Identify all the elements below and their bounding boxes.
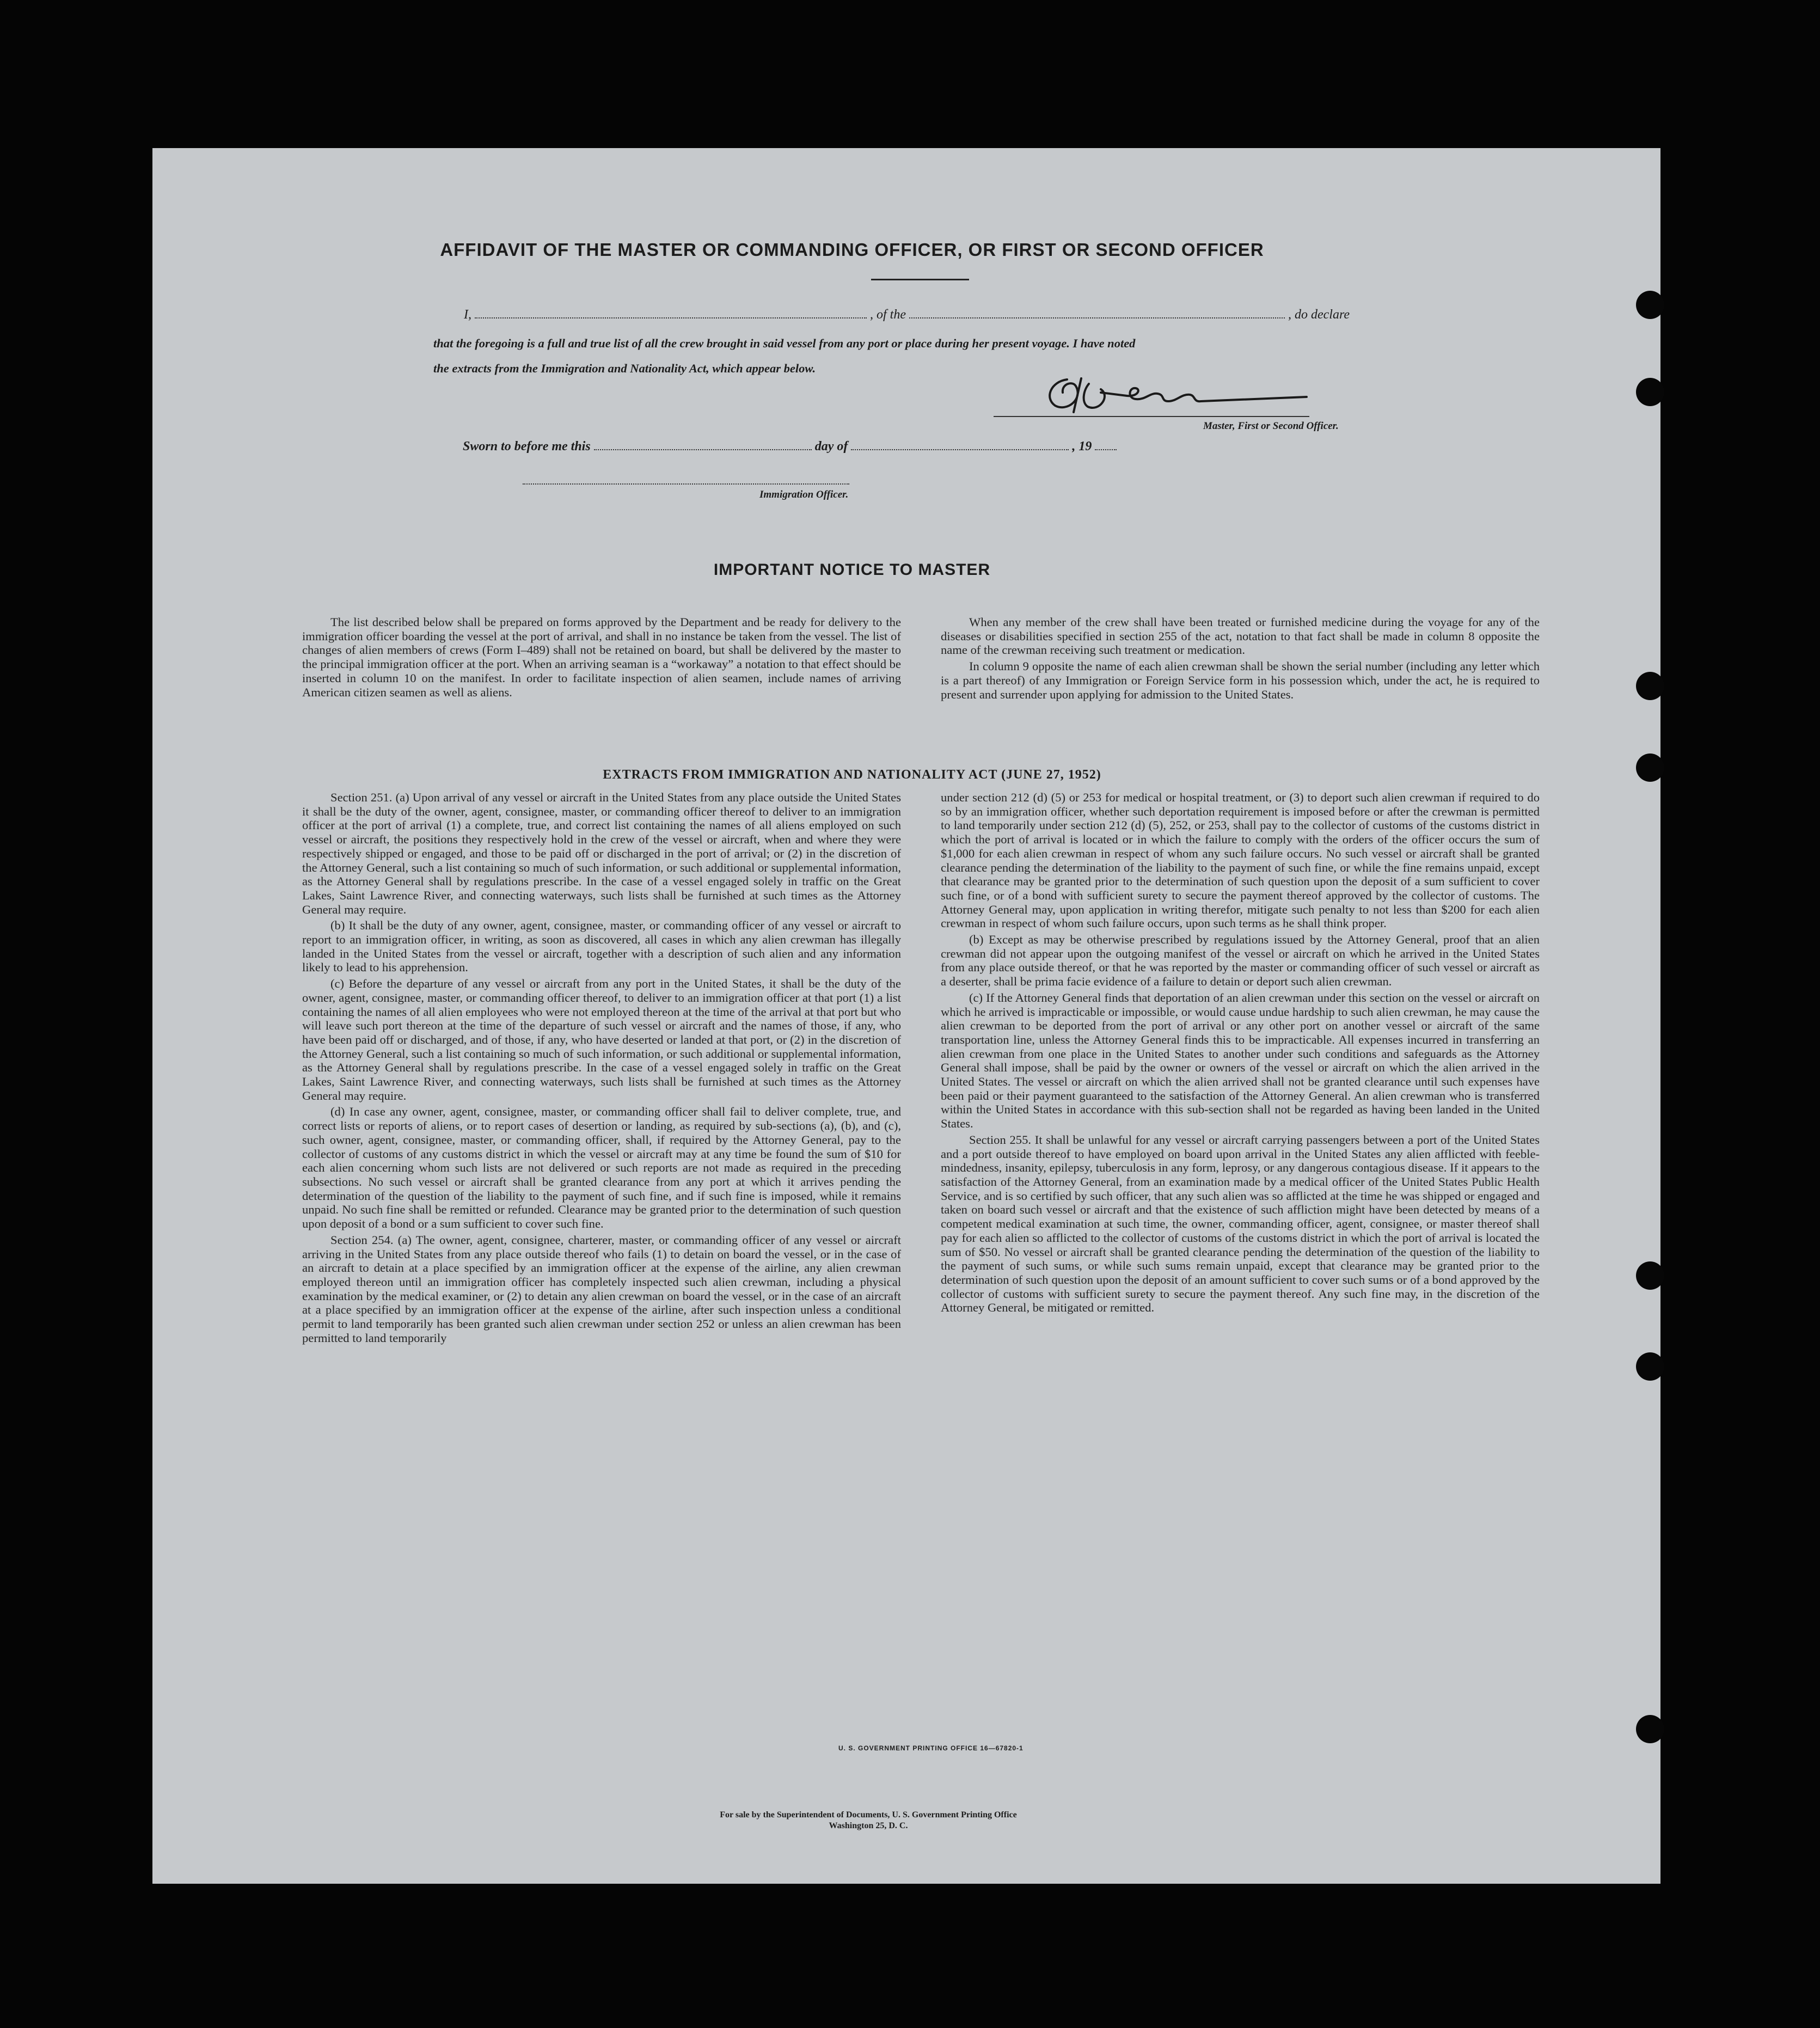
extracts-title: EXTRACTS FROM IMMIGRATION AND NATIONALITY ACT (JUNE 27, 1952) (603, 768, 1101, 782)
section-254-a: Section 254. (a) The owner, agent, consignee, charterer, master, or commanding officer of any vessel or aircraft arriving in the United States from any place outside thereof who fails (1) to detain on board the vessel, or in the case of an aircraft to detain at a place specified by an immigration officer at the expense of the airline, any alien crewman employed thereon until an immigration officer has completely inspected such alien crewman, including a physical examination by the medical examiner, or (2) to detain any alien crewman on board the vessel, or in the case of an aircraft at a place specified by an immigration officer at the expense of the airline, after such inspection unless a conditional permit to land temporarily has been granted such alien crewman under section 252 or unless an alien crewman has been permitted to land temporarily (302, 1233, 901, 1345)
immigration-officer-line (523, 483, 849, 486)
for-sale-line-2: Washington 25, D. C. (829, 1821, 908, 1830)
for-sale-notice (152, 1810, 1584, 1831)
section-255: Section 255. It shall be unlawful for any vessel or aircraft carrying passengers between a port of the United States and a port outside thereof to have employed on board upon arrival in the United States any alien afflicted with feeble-mindedness, insanity, epilepsy, tuberculosis in any form, leprosy, or any dangerous contagious disease. If it appears to the satisfaction of the Attorney General, from an examination made by a medical officer of the United States Public Health Service, and is so certified by such officer, that any such alien was so afflicted at the time he was shipped or engaged and taken on board such vessel or aircraft and that the existence of such affliction might have been detected by means of a competent medical examination at such time, the owner, commanding officer, agent, consignee, or master thereof shall pay for each alien so afflicted to the collector of customs of the customs district in which the port of arrival is located the sum of $50. No vessel or aircraft shall be granted clearance pending the determination of the question of the liability to the payment of such sums, or while such sums remain unpaid, except that clearance may be granted prior to the determination of such question upon the deposit of an amount sufficient to cover such sums or of a bond approved by the collector of customs with sufficient surety to secure the payment thereof. Any such fine may, in the discretion of the Attorney General, be mitigated or remitted. (941, 1132, 1540, 1315)
sworn-day-blank (594, 449, 812, 450)
document-page (152, 148, 1660, 1884)
signature-line (994, 416, 1309, 417)
affidavit-title: AFFIDAVIT OF THE MASTER OR COMMANDING OFFICER, OR FIRST OR SECOND OFFICER (440, 240, 1264, 260)
vessel-blank (909, 317, 1285, 318)
declaration-of-the: , of the (870, 308, 906, 322)
declaration-line (464, 308, 1350, 322)
extracts-left-column (302, 791, 901, 1347)
sworn-label: Sworn to before me this (463, 439, 591, 454)
title-rule (871, 279, 969, 280)
declaration-text-line-2: that the foregoing is a full and true list of all the crew brought in said vessel from any port or place during her present voyage. I have noted (433, 336, 1136, 350)
section-251-d: (d) In case any owner, agent, consignee, master, or commanding officer shall fail to deliver complete, true, and correct lists or reports of aliens, or to report cases of desertion or landing, as required by sub-sections (a), (b), and (c), such owner, agent, consignee, master, or commanding officer, shall, if required by the Attorney General, pay to the collector of customs of any customs district in which the vessel or aircraft may at any time be found the sum of $10 for each alien concerning whom such lists are not delivered or such reports are not made as required in the preceding subsections. No such vessel or aircraft shall be granted clearance from any port at which it arrives pending the determination of the question of the liability to the payment of such fine, and if such fine is imposed, while it remains unpaid. No such fine shall be remitted or refunded. Clearance may be granted prior to the determination of such question upon deposit of a bond or a sum sufficient to cover such fine. (302, 1105, 901, 1231)
declaration-text-line-3: the extracts from the Immigration and Nationality Act, which appear below. (433, 362, 816, 375)
section-251-c: (c) Before the departure of any vessel or aircraft from any port in the United States, it shall be the duty of the owner, agent, consignee, master, or commanding officer thereof, to deliver to an immigration officer at that port (1) a list containing the names of all alien employees who were not employed thereon at the time of the arrival at that port but who will leave such port thereon at the time of the departure of such vessel or aircraft and the names of those, if any, who have been paid off or discharged, and of those, if any, who have deserted or landed at that port, or (2) in the discretion of the Attorney General, such a list containing so much of such information, or such additional or supplemental information, as the Attorney General shall by regulations prescribe. In the case of a vessel engaged solely in traffic on the Great Lakes, Saint Lawrence River, and connecting waterways, such lists shall be furnished at such times as the Attorney General may require. (302, 977, 901, 1102)
section-254-b: (b) Except as may be otherwise prescribed by regulations issued by the Attorney General, proof that an alien crewman did not appear upon the outgoing manifest of the vessel or aircraft on which he arrived in the United States from any place outside thereof, or that he was reported by the master or commanding officer of such vessel or aircraft as a deserter, shall be prima facie evidence of a failure to detain or deport such alien crewman. (941, 933, 1540, 989)
sworn-line (463, 439, 1117, 454)
section-251-b: (b) It shall be the duty of any owner, agent, consignee, master, or commanding officer of any vessel or aircraft to report to an immigration officer, in writing, as soon as discovered, all cases in which any alien crewman has illegally landed in the United States from the vessel or aircraft, together with a description of such alien and any information likely to lead to his apprehension. (302, 918, 901, 975)
master-signature (1029, 374, 1312, 418)
binder-hole (1636, 1261, 1664, 1290)
section-254-c: (c) If the Attorney General finds that deportation of an alien crewman under this section on the vessel or aircraft on which he arrived is impracticable or impossible, or would cause undue hardship to such alien crewman, he may cause the alien crewman to be deported from the port of arrival or any other port on another vessel or aircraft of the same transportation line, unless the Attorney General finds this to be impracticable. All expenses incurred in transferring an alien crewman from one place in the United States to another under such conditions and safeguards as the Attorney General shall impose, shall be paid by the owner or owners of the vessel or aircraft on which the alien arrived in the United States. The vessel or aircraft on which the alien arrived shall not be granted clearance until such expenses have been paid or their payment guaranteed to the satisfaction of the Attorney General. An alien crewman who is transferred within the United States in accordance with this sub-section shall not be regarded as having been landed in the United States. (941, 990, 1540, 1131)
section-254-a-continued: under section 212 (d) (5) or 253 for medical or hospital treatment, or (3) to deport such alien crewman if required to do so by an immigration officer, whether such deportation requirement is imposed before or after the crewman is permitted to land temporarily under section 212 (d) (5), 252, or 253, shall pay to the collector of customs of the customs district in which the port of arrival is located or in which the failure to comply with the orders of the officer occurs the sum of $1,000 for each alien crewman in respect of whom any such failure occurs. No such vessel or aircraft shall be granted clearance pending the determination of the liability to the payment of such fine, or while the fine remains unpaid, except that clearance may be granted prior to the determination of such question upon the deposit of a sum sufficient to cover such fine, or of a bond with sufficient surety to secure the payment thereof approved by the collector of customs. The Attorney General may, upon application in writing therefor, mitigate such penalty to not less than $200 for each alien crewman in respect of whom such failure occurs, upon such terms as he shall think proper. (941, 791, 1540, 930)
binder-hole (1636, 1352, 1664, 1381)
day-of-label: day of (814, 439, 848, 454)
declaration-i: I, (464, 308, 471, 322)
master-caption: Master, First or Second Officer. (1203, 420, 1339, 432)
binder-hole (1636, 291, 1664, 319)
notice-paragraph: In column 9 opposite the name of each alien crewman shall be shown the serial number (including any letter which is a part thereof) of any Immigration or Foreign Service form in his possession which, under the act, he is required to present and surrender upon applying for admission to the United States. (941, 659, 1540, 701)
year-label: , 19 (1072, 439, 1092, 454)
binder-hole (1636, 1715, 1664, 1743)
binder-hole (1636, 753, 1664, 782)
notice-paragraph: When any member of the crew shall have been treated or furnished medicine during the voyage for any of the diseases or disabilities specified in section 255 of the act, notation to that fact shall be made in column 8 opposite the name of the crewman receiving such treatment or medication. (941, 615, 1540, 657)
name-blank (475, 317, 867, 318)
declaration-do-declare: , do declare (1288, 308, 1350, 322)
extracts-right-column (941, 791, 1540, 1317)
for-sale-line-1: For sale by the Superintendent of Documents, U. S. Government Printing Office (720, 1810, 1017, 1819)
year-blank (1095, 449, 1117, 450)
notice-left-column (302, 615, 901, 701)
notice-title: IMPORTANT NOTICE TO MASTER (713, 561, 991, 579)
binder-hole (1636, 672, 1664, 700)
notice-paragraph: The list described below shall be prepared on forms approved by the Department and be ready for delivery to the immigration officer boarding the vessel at the port of arrival, and shall in no instance be taken from the vessel. The list of changes of alien members of crews (Form I–489) shall not be retained on board, but shall be delivered by the master to the principal immigration officer at the port. When an arriving seaman is a “workaway” a notation to that effect should be inserted in column 10 on the manifest. In order to facilitate inspection of alien seamen, include names of arriving American citizen seamen as well as aliens. (302, 615, 901, 699)
notice-right-column (941, 615, 1540, 703)
binder-hole (1636, 378, 1664, 406)
printing-office-imprint: U. S. GOVERNMENT PRINTING OFFICE 16—67820-1 (838, 1744, 1024, 1752)
section-251-a: Section 251. (a) Upon arrival of any vessel or aircraft in the United States from any place outside the United States it shall be the duty of the owner, agent, consignee, master, or commanding officer thereof to deliver to an immigration officer at the port of arrival (1) a complete, true, and correct list containing the names of all aliens employed on such vessel or aircraft, the positions they respectively hold in the crew of the vessel or aircraft, when and where they were respectively shipped or engaged, and those to be paid off or discharged in the port of arrival; or (2) in the discretion of the Attorney General, such a list containing so much of such information, or such additional or supplemental information, as the Attorney General shall by regulations prescribe. In the case of a vessel engaged solely in traffic on the Great Lakes, Saint Lawrence River, and connecting waterways, such lists shall be furnished at such times as the Attorney General may require. (302, 791, 901, 916)
month-blank (851, 449, 1069, 450)
immigration-officer-caption: Immigration Officer. (759, 489, 849, 500)
